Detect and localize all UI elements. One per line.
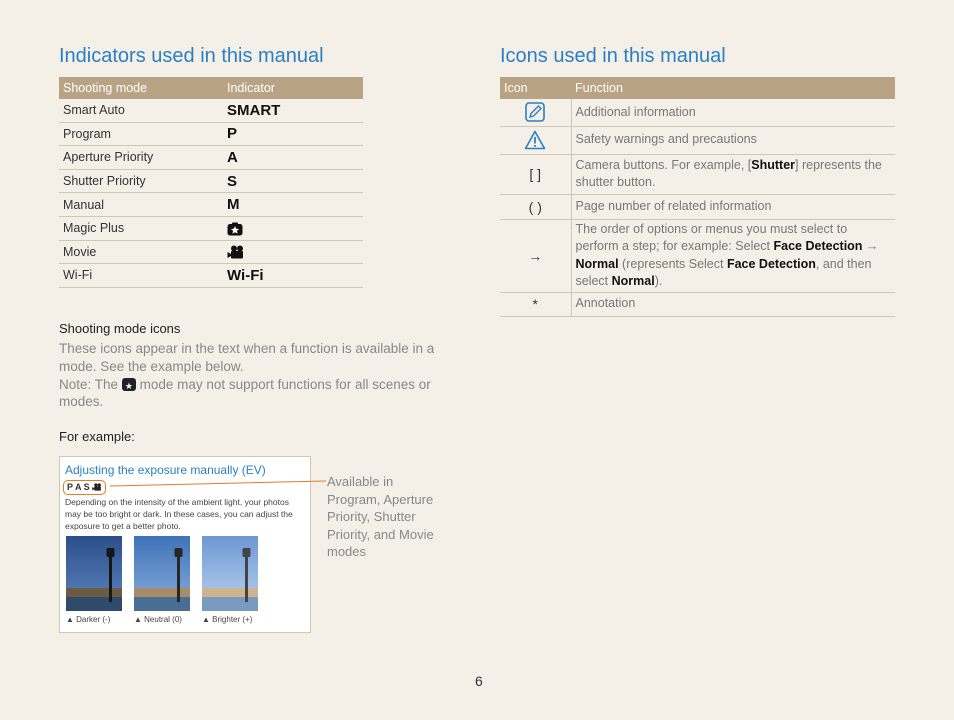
connector-line (110, 481, 326, 486)
table-header-cell: Indicator (223, 77, 363, 99)
function-text: ] represents the shutter button. (575, 157, 882, 189)
indicator-cell: SMART (223, 99, 363, 122)
mode-cell: Shutter Priority (59, 169, 223, 193)
mode-letters: P A S (67, 482, 90, 492)
note-prefix: Note: The (59, 376, 119, 392)
for-example-heading: For example: (59, 429, 135, 444)
function-cell: Page number of related information (571, 194, 895, 219)
function-bold: Face Detection (773, 239, 863, 253)
mode-annotation: Available in Program, Aperture Priority, Shutter Priority, and Movie modes (327, 474, 434, 560)
table-header-cell: Icon (500, 77, 571, 99)
indicator-cell: S (223, 169, 363, 193)
mode-cell: Program (59, 122, 223, 146)
note-suffix: mode may not support functions for all scenes or modes. (59, 376, 431, 410)
example-text: Depending on the intensity of the ambient light, your photos may be too bright or dark. In these cases, you can adjust the exposure to get a better photo. (65, 497, 293, 531)
page-number: 6 (475, 673, 483, 689)
function-text: Camera buttons. For example, [ (575, 157, 752, 172)
function-bold: Face Detection (726, 256, 816, 271)
mode-cell: Magic Plus (59, 216, 223, 240)
function-bold: Shutter (751, 157, 796, 172)
function-cell: Safety warnings and precautions (571, 126, 895, 154)
shooting-icons-heading: Shooting mode icons (59, 321, 181, 336)
function-text: ). (654, 274, 663, 288)
indicator-cell: A (223, 146, 363, 170)
function-cell: Annotation (571, 292, 895, 316)
description-text: These icons appear in the text when a function is available in a mode. See the example below. (59, 341, 435, 374)
mode-cell: Wi-Fi (59, 264, 223, 288)
function-bold: Normal (575, 256, 619, 271)
indicator-cell: P (223, 122, 363, 146)
icon-cell: ( ) (500, 194, 571, 219)
mode-cell: Aperture Priority (59, 146, 223, 170)
icon-cell: * (500, 292, 571, 316)
brighter-caption: ▲ Brighter (+) (202, 615, 253, 624)
icon-cell: [ ] (500, 154, 571, 194)
icons-title: Icons used in this manual (500, 45, 726, 67)
mode-cell: Smart Auto (59, 99, 223, 122)
function-text: , and then select (575, 256, 872, 288)
function-text: The order of options or menus you must select to perform a step; for example: Select (575, 221, 848, 253)
table-header-cell: Function (571, 77, 895, 99)
indicator-cell: M (223, 193, 363, 217)
icon-cell: → (500, 219, 571, 292)
neutral-caption: ▲ Neutral (0) (134, 615, 182, 624)
example-title: Adjusting the exposure manually (EV) (65, 463, 266, 477)
function-text: (represents Select (618, 256, 727, 271)
function-cell: Additional information (571, 99, 895, 126)
darker-caption: ▲ Darker (-) (66, 615, 111, 624)
mode-cell: Manual (59, 193, 223, 217)
table-header-cell: Shooting mode (59, 77, 223, 99)
function-text: → (862, 239, 879, 253)
indicator-cell: Wi-Fi (223, 264, 363, 288)
function-bold: Normal (611, 274, 655, 288)
indicators-title: Indicators used in this manual (59, 45, 324, 67)
mode-cell: Movie (59, 240, 223, 264)
